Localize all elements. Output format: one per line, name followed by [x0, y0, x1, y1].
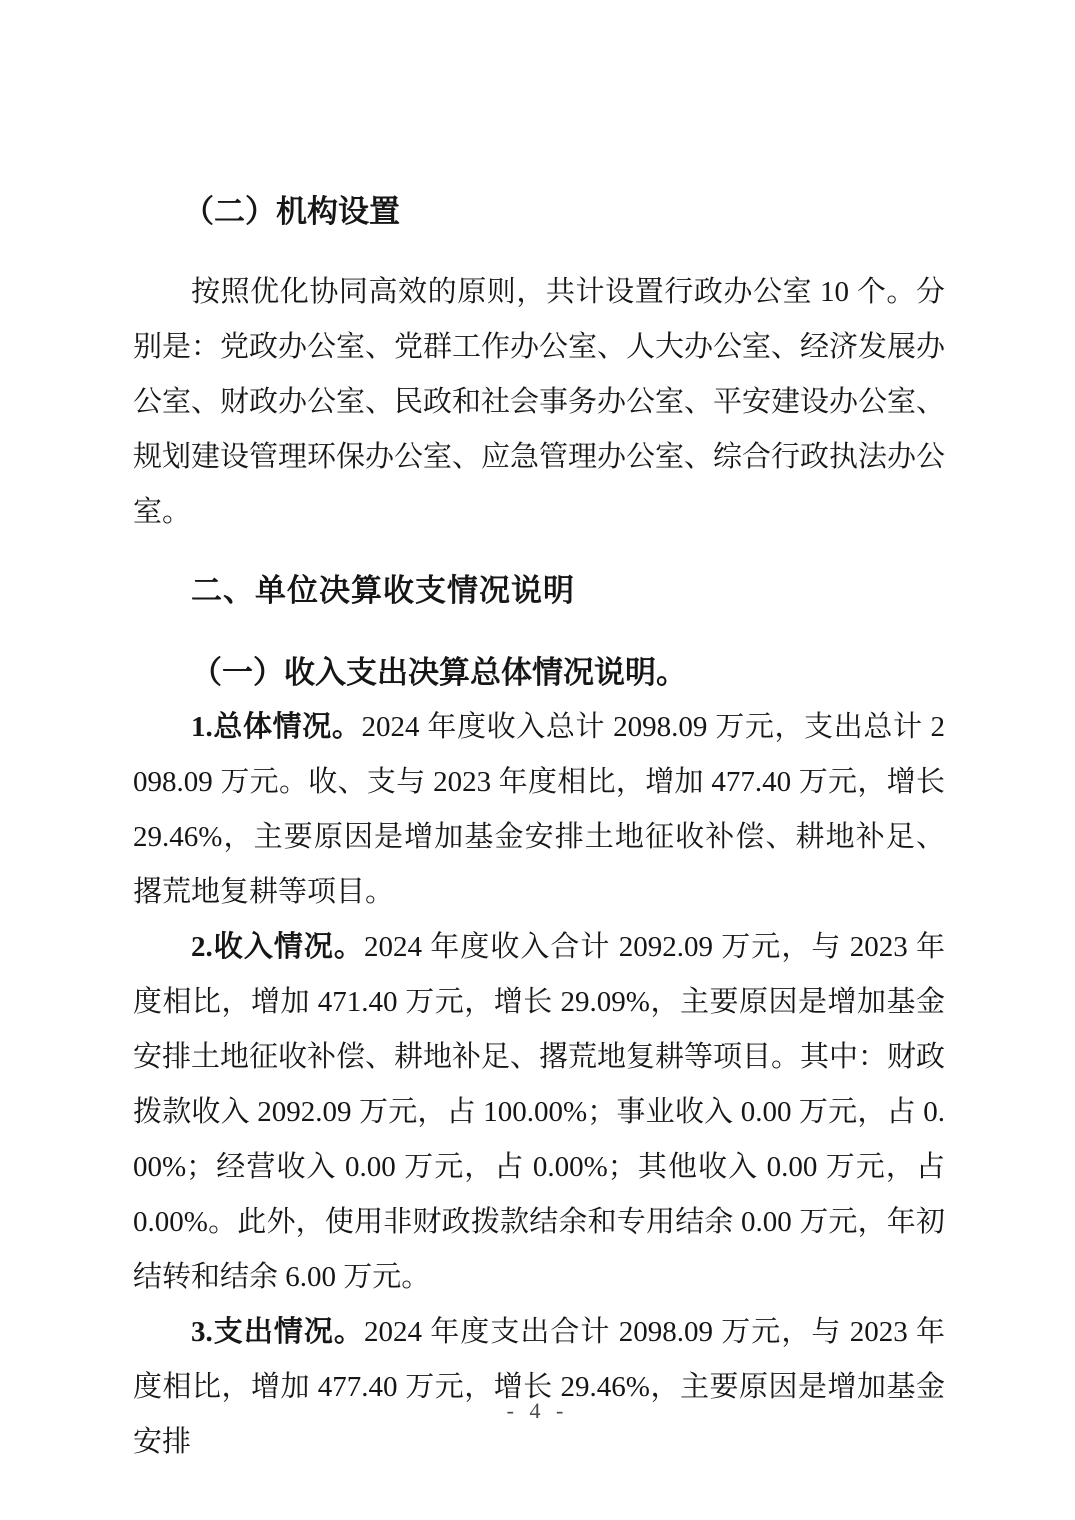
paragraph-income-situation [133, 920, 945, 1305]
paragraph-lead-income: 2.收入情况。 [191, 931, 364, 963]
paragraph-text-expenditure: 2024 年度支出合计 2098.09 万元，与 2023 年度相比，增加 477.40 万元，增长 29.46%，主要原因是增加基金安排 [133, 1316, 945, 1458]
section-heading-organization-setup: （二）机构设置 [183, 194, 400, 229]
paragraph-text-overall: 2024 年度收入总计 2098.09 万元，支出总计 2098.09 万元。收、支与 2023 年度相比，增加 477.40 万元，增长 29.46%，主要原因是增加基金安排土地征收补偿、耕地补足、撂荒地复耕等项目。 [133, 711, 945, 908]
main-heading-budget-statement: 二、单位决算收支情况说明 [191, 573, 575, 608]
paragraph-text-income: 2024 年度收入合计 2092.09 万元，与 2023 年度相比，增加 471.40 万元，增长 29.09%，主要原因是增加基金安排土地征收补偿、耕地补足、撂荒地复耕等项目。其中：财政拨款收入 2092.09 万元，占 100.00%；事业收入 0.00 万元，占 0.00%；经营收入 0.00 万元，占 0.00%；其他收入 0.00 万元，占 0.00%。此外，使用非财政拨款结余和专用结余 0.00 万元，年初结转和结余 6.00 万元。 [133, 931, 946, 1293]
organization-setup-paragraph: 按照优化协同高效的原则，共计设置行政办公室 10 个。分别是：党政办公室、党群工作办公室、人大办公室、经济发展办公室、财政办公室、民政和社会事务办公室、平安建设办公室、规划建设管理环保办公室、应急管理办公室、综合行政执法办公室。 [133, 276, 946, 528]
paragraph-overall-situation [133, 700, 945, 920]
paragraph-lead-overall: 1.总体情况。 [191, 711, 362, 743]
paragraph-expenditure-situation [133, 1305, 945, 1470]
paragraph-lead-expenditure: 3.支出情况。 [191, 1316, 364, 1348]
page-number: - 4 - [506, 1398, 569, 1423]
sub-heading-income-expenditure-overview: （一）收入支出决算总体情况说明。 [191, 655, 687, 690]
